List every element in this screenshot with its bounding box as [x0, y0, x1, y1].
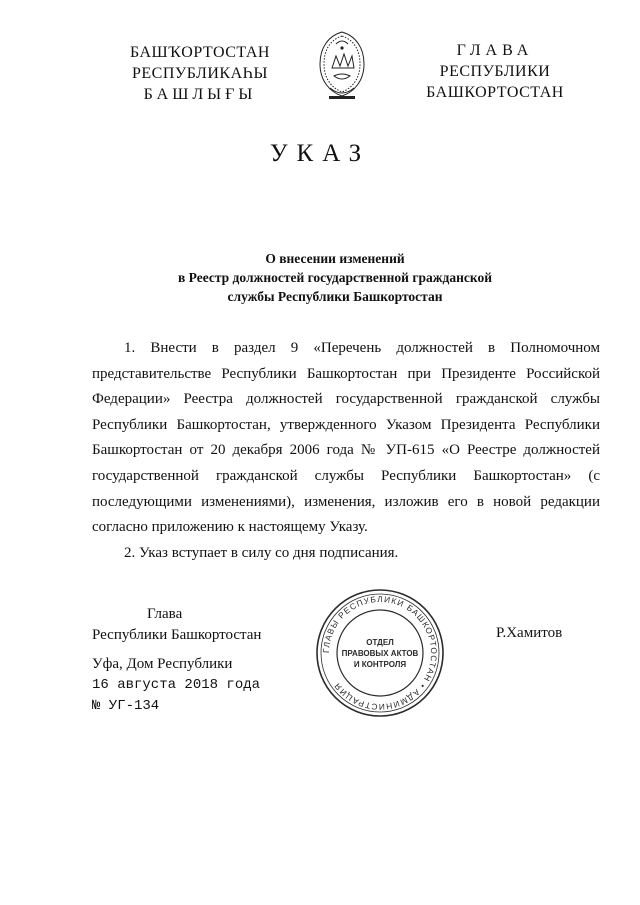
header-left-line-1: БАШҠОРТОСТАН — [130, 44, 270, 61]
subject-line-1: О внесении изменений — [265, 251, 405, 266]
issue-number: № УГ-134 — [92, 698, 160, 714]
seal-center-line-3: И КОНТРОЛЯ — [353, 660, 407, 669]
seal-center-line-2: ПРАВОВЫХ АКТОВ — [341, 649, 419, 658]
header-right-line-3: БАШКОРТОСТАН — [426, 84, 564, 101]
coat-of-arms-emblem-icon — [310, 26, 374, 104]
seal-ring-text: ГЛАВЫ РЕСПУБЛИКИ БАШКОРТОСТАН • АДМИНИСТРАЦИЯ — [320, 593, 440, 713]
signatory-position — [92, 604, 261, 646]
header-right-russian — [410, 40, 580, 103]
issue-details — [92, 654, 260, 717]
issue-place: Уфа, Дом Республики — [92, 656, 233, 672]
document-type-title: УКАЗ — [269, 140, 371, 167]
official-seal — [314, 587, 446, 719]
subject-line-3: службы Республики Башкортостан — [227, 289, 443, 304]
signatory-position-line-1: Глава — [147, 606, 183, 622]
document-body — [92, 336, 600, 566]
signatory-position-line-2: Республики Башкортостан — [92, 627, 262, 643]
header-left-line-2: РЕСПУБЛИКАҺЫ — [132, 65, 268, 82]
header-left-line-3: БАШЛЫҒЫ — [143, 86, 257, 103]
seal-center-line-1: ОТДЕЛ — [366, 638, 394, 647]
paragraph-1: 1. Внести в раздел 9 «Перечень должностей в Полномочном представительстве Республики Башкортостан при Президенте Российской Федерации» Реестра должностей государственной гражданской службы Республики Башкортостан, утвержденного Указом Президента Республики Башкортостан от 20 декабря 2006 года № УП-615 «О Реестре должностей государственной гражданской службы Республики Башкортостан» (с последующими изменениями), изменения, изложив его в новой редакции согласно приложению к настоящему Указу. — [92, 340, 600, 536]
header-right-line-2: РЕСПУБЛИКИ — [439, 63, 551, 80]
document-subject — [120, 249, 550, 306]
header-right-line-1: ГЛАВА — [456, 42, 534, 59]
issue-date: 16 августа 2018 года — [92, 677, 261, 693]
header-left-bashkir — [110, 42, 290, 105]
paragraph-2: 2. Указ вступает в силу со дня подписания. — [124, 544, 399, 561]
signatory-name: Р.Хамитов — [496, 625, 563, 641]
subject-line-2: в Реестр должностей государственной гражданской — [178, 270, 492, 285]
